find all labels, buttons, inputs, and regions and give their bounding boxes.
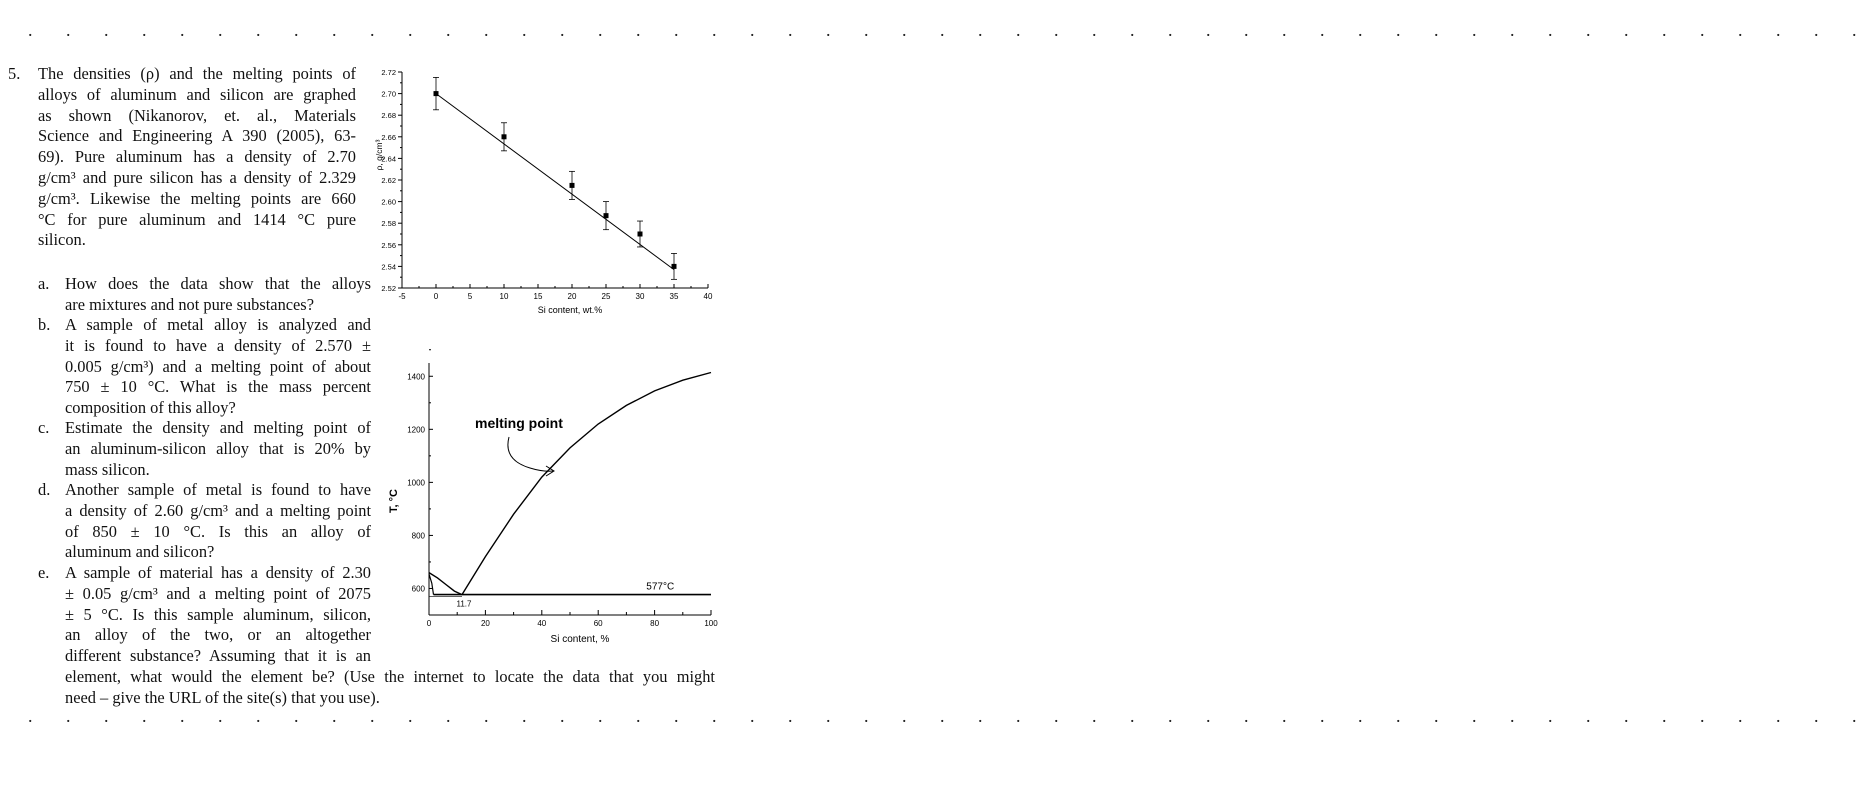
solidus-curve — [429, 574, 434, 595]
text-line: 750 ± 10 °C. What is the mass percent — [65, 377, 371, 397]
data-point — [604, 213, 609, 218]
x-tick-label: 25 — [601, 292, 611, 301]
text-line: a density of 2.60 g/cm³ and a melting point — [65, 500, 371, 520]
text-line: as shown (Nikanorov, et. al., Materials — [38, 105, 356, 125]
y-tick-label: 600 — [411, 584, 425, 594]
y-tick-label: 2.60 — [381, 197, 396, 207]
sub-question-label: e. — [38, 563, 50, 582]
data-point — [672, 264, 677, 269]
x-tick-label: 20 — [567, 292, 577, 301]
data-point — [502, 134, 507, 139]
x-tick-label: 5 — [467, 292, 473, 301]
text-line: it is found to have a density of 2.570 ± — [65, 335, 371, 355]
fit-line — [436, 94, 674, 270]
y-tick-label: 2.62 — [381, 176, 396, 185]
text-line: Another sample of metal is found to have — [65, 480, 371, 499]
text-line: aluminum and silicon? — [65, 542, 215, 562]
text-line: need – give the URL of the site(s) that you use). — [65, 688, 380, 707]
liquidus-left-curve — [429, 573, 462, 595]
question-number: 5. — [8, 64, 21, 83]
text-line: of 850 ± 10 °C. Is this an alloy of — [65, 521, 371, 541]
x-tick-label: 0 — [433, 292, 439, 301]
text-line: are mixtures and not pure substances? — [65, 294, 314, 314]
melting-point-chart — [375, 355, 725, 655]
x-tick-label: -5 — [398, 292, 406, 301]
eutectic-temperature-label: 577°C — [646, 581, 675, 593]
data-point — [434, 91, 439, 96]
sub-question-label: a. — [38, 274, 50, 293]
y-tick-label: 2.52 — [381, 284, 396, 293]
data-point — [638, 232, 643, 237]
y-tick-label: 800 — [411, 531, 425, 541]
x-tick-label: 35 — [669, 292, 679, 301]
text-line: 0.005 g/cm³) and a melting point of about — [65, 356, 371, 376]
text-line: °C for pure aluminum and 1414 °C pure — [38, 209, 356, 229]
y-tick-label: 2.54 — [381, 262, 396, 272]
text-line: silicon. — [38, 230, 86, 250]
text-line: ± 5 °C. Is this sample aluminum, silicon, — [65, 604, 371, 624]
x-tick-label: 0 — [426, 619, 432, 628]
text-line: an alloy of the two, or an altogether — [65, 625, 371, 645]
text-line: 69). Pure aluminum has a density of 2.70 — [38, 147, 356, 167]
melting-point-annotation: melting point — [475, 415, 563, 431]
y-axis-label: ρ, g/cm³ — [374, 139, 384, 171]
y-axis-label: T, °C — [388, 489, 400, 513]
x-tick-label: 40 — [703, 292, 713, 301]
y-tick-label: 2.56 — [381, 240, 396, 250]
text-line: element, what would the element be? (Use the internet to locate the data that you might — [65, 667, 715, 686]
y-tick-label: 2.58 — [381, 219, 396, 229]
y-tick-label: 2.68 — [381, 111, 396, 121]
x-tick-label: 100 — [704, 619, 718, 628]
y-tick-label: 1400 — [407, 372, 425, 382]
y-tick-label: 2.64 — [381, 154, 396, 164]
x-tick-label: 15 — [533, 292, 543, 301]
liquidus-right-curve — [462, 373, 711, 595]
text-line: g/cm³ and pure silicon has a density of 2.329 — [38, 168, 356, 187]
text-line: The densities (ρ) and the melting points of — [38, 64, 356, 83]
text-line: g/cm³. Likewise the melting points are 660 — [38, 188, 356, 208]
text-line: A sample of material has a density of 2.30 — [65, 563, 371, 582]
data-point — [570, 183, 575, 188]
x-axis-label: Si content, wt.% — [537, 305, 603, 315]
dotted-rule-bottom: . . . . . . . . . . . . . . . . . . . . . . . . . . . . . . . . . . . . . . . . . . . . . . . . . — [28, 706, 1871, 726]
text-line: Estimate the density and melting point of — [65, 418, 371, 437]
y-tick-label: 2.66 — [381, 132, 396, 142]
text-line: A sample of metal alloy is analyzed and — [65, 315, 371, 334]
eutectic-composition-label: 11.7 — [456, 599, 472, 609]
text-line: composition of this alloy? — [65, 398, 236, 418]
x-axis-label: Si content, % — [550, 634, 610, 645]
y-tick-label: 2.72 — [381, 68, 396, 77]
y-tick-label: 1200 — [407, 425, 425, 435]
text-line: Science and Engineering A 390 (2005), 63- — [38, 126, 356, 146]
x-tick-label: 80 — [650, 619, 660, 628]
x-tick-label: 40 — [537, 619, 547, 628]
y-tick-label: 2.70 — [381, 89, 396, 99]
sub-question-label: d. — [38, 480, 51, 499]
x-tick-label: 20 — [480, 619, 490, 628]
x-tick-label: 60 — [593, 619, 603, 628]
x-tick-label: 30 — [635, 292, 645, 301]
text-line: different substance? Assuming that it is an — [65, 646, 371, 666]
text-line: ± 0.05 g/cm³ and a melting point of 2075 — [65, 583, 371, 603]
sub-question-label: c. — [38, 418, 50, 437]
text-line: an aluminum-silicon alloy that is 20% by — [65, 438, 371, 458]
x-tick-label: 10 — [499, 292, 509, 301]
density-chart — [370, 62, 713, 332]
text-line: How does the data show that the alloys — [65, 274, 371, 293]
text-line: alloys of aluminum and silicon are graphed — [38, 84, 356, 104]
text-line: mass silicon. — [65, 459, 150, 479]
y-tick-label: 1000 — [407, 478, 425, 488]
sub-question-label: b. — [38, 315, 51, 334]
dotted-rule-top: . . . . . . . . . . . . . . . . . . . . . . . . . . . . . . . . . . . . . . . . . . . . . . . . . — [28, 20, 1871, 40]
